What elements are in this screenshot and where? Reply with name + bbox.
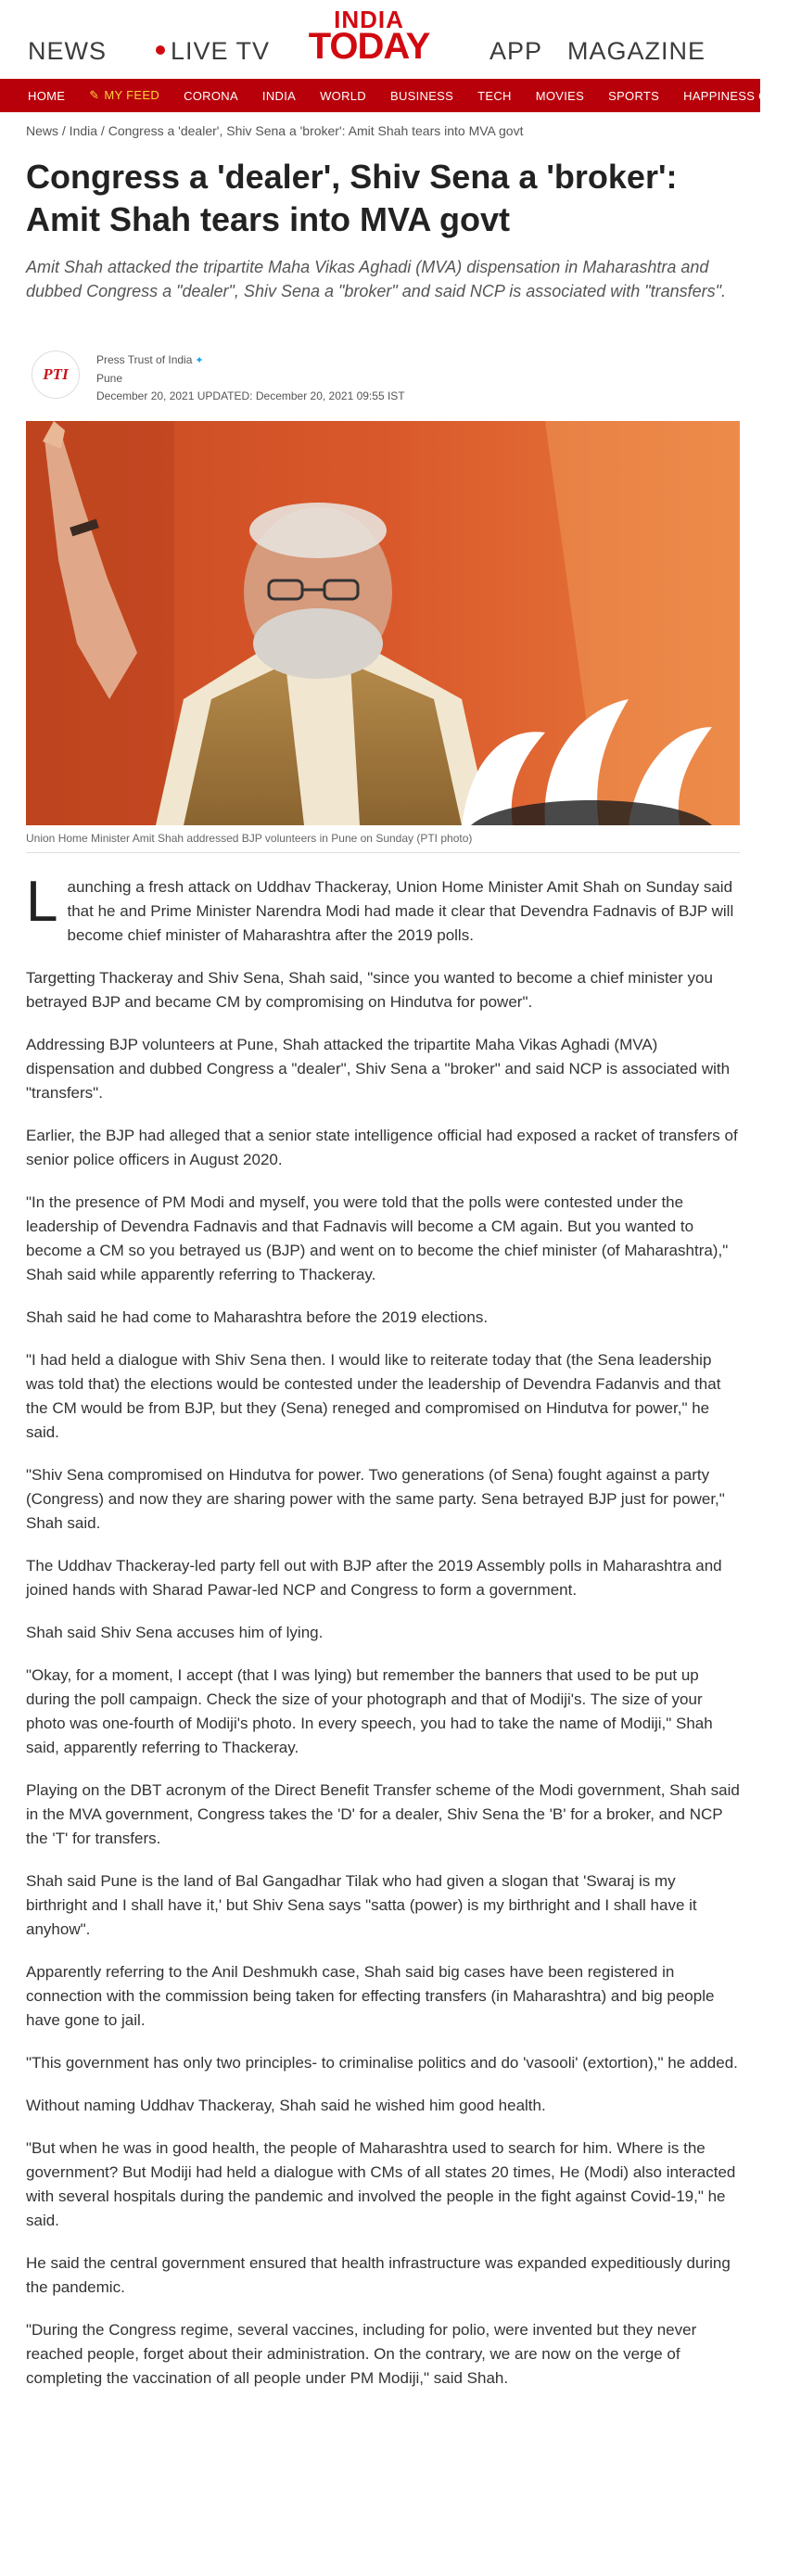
paragraph: Targetting Thackeray and Shiv Sena, Shah said, "since you wanted to become a chief minister you betrayed BJP and became CM by compromising on Hindutva for power". [26, 969, 713, 1011]
nav-item-home[interactable]: HOME [28, 88, 66, 103]
article-summary: Amit Shah attacked the tripartite Maha Vikas Aghadi (MVA) dispensation in Maharashtra and dubbed Congress a "dealer", Shiv Sena a "broker" and said NCP is associated with "transfers". [26, 258, 727, 300]
top-header [0, 0, 760, 79]
nav-item-world[interactable]: WORLD [320, 88, 366, 103]
paragraph: "This government has only two principles- to criminalise politics and do 'vasooli' (extortion)," he added. [26, 2054, 738, 2072]
nav-item-my-feed[interactable] [89, 88, 159, 103]
paragraph: Shah said he had come to Maharashtra before the 2019 elections. [26, 1308, 489, 1326]
nav-item-happiness-quest[interactable]: HAPPINESS QUEST [683, 88, 801, 103]
paragraph: Apparently referring to the Anil Deshmukh case, Shah said big cases have been registered in connection with the commission being taken for effecting transfers (in Maharashtra) and big people have gone to jail. [26, 1963, 715, 2029]
paragraph: Playing on the DBT acronym of the Direct Benefit Transfer scheme of the Modi government, Shah said in the MVA government, Congress takes the 'D' for a dealer, Shiv Sena the 'B' for a broker, and NCP the 'T' for transfers. [26, 1781, 740, 1847]
hero-image [26, 421, 740, 825]
paragraph: "Okay, for a moment, I accept (that I was lying) but remember the banners that used to be put up during the poll campaign. Check the size of your photograph and that of Modiji's. The size of your photo was one-fourth of Modiji's photo. In every speech, you had to take the name of Modiji," Shah said, apparently referring to Thackeray. [26, 1666, 713, 1756]
author-avatar[interactable]: PTI [32, 351, 80, 399]
live-dot-icon [156, 45, 165, 55]
article-location: Pune [96, 372, 123, 385]
hero-photo-illustration [26, 421, 740, 825]
article-dateline: December 20, 2021 UPDATED: December 20, 2021 09:55 IST [96, 389, 405, 402]
pencil-icon: ✎ [89, 88, 100, 102]
drop-cap: L [26, 870, 58, 934]
twitter-icon[interactable]: ✦ [195, 355, 204, 366]
byline [26, 346, 731, 411]
paragraph-lead [26, 870, 740, 948]
paragraph: "During the Congress regime, several vaccines, including for polio, were invented but they never reached people, forget about their administration. On the contrary, we are now on the verge of completing the vaccination of all people under PM Modiji," said Shah. [26, 2321, 697, 2387]
nav-item-corona[interactable]: CORONA [184, 88, 238, 103]
lead-text: aunching a fresh attack on Uddhav Thackeray, Union Home Minister Amit Shah on Sunday said that he and Prime Minister Narendra Modi had made it clear that Devendra Fadnavis of BJP will become chief minister of Maharashtra after the 2019 polls. [67, 878, 734, 944]
news-link[interactable]: NEWS [28, 37, 107, 65]
paragraph: "Shiv Sena compromised on Hindutva for power. Two generations (of Sena) fought against a party (Congress) and now they are sharing power with the same party. Sena betrayed BJP just for power," Shah said. [26, 1466, 725, 1532]
paragraph: Earlier, the BJP had alleged that a senior state intelligence official had exposed a racket of transfers of senior police officers in August 2020. [26, 1127, 738, 1168]
paragraph: "In the presence of PM Modi and myself, you were told that the polls were contested under the leadership of Devendra Fadnavis and that Fadnavis will become a CM again. But you wanted to become a CM so you betrayed us (BJP) and went on to become the chief minister (of Maharashtra)," Shah said while apparently referring to Thackeray. [26, 1193, 729, 1283]
paragraph: "But when he was in good health, the people of Maharashtra used to search for him. Where is the government? But Modiji had held a dialogue with CMs of all states 20 times, He (Modi) also interacted with several hospitals during the pandemic and involved the people in the fight against Covid-19," he said. [26, 2139, 736, 2229]
paragraph: Shah said Pune is the land of Bal Gangadhar Tilak who had given a slogan that 'Swaraj is my birthright and I shall have it,' but Shiv Sena says "satta (power) is my birthright and I shall have it anyhow". [26, 1872, 697, 1938]
logo-line-2: TODAY [308, 26, 430, 67]
live-tv-link[interactable] [156, 37, 270, 66]
nav-item-sports[interactable]: SPORTS [608, 88, 660, 103]
paragraph: "I had held a dialogue with Shiv Sena then. I would like to reiterate today that (the Sena leadership was told that) the elections would be contested under the leadership of Devendra Fadanvis and that the CM would be from BJP, but they (Sena) reneged and compromised on Hindutva for power," he said. [26, 1351, 721, 1441]
paragraph: Shah said Shiv Sena accuses him of lying. [26, 1624, 324, 1641]
logo-line-1: INDIA [334, 6, 404, 33]
live-tv-label: LIVE TV [171, 37, 271, 65]
byline-meta [96, 351, 405, 405]
app-link[interactable]: APP [490, 37, 543, 65]
india-today-logo[interactable] [299, 7, 439, 65]
paragraph: Without naming Uddhav Thackeray, Shah said he wished him good health. [26, 2097, 546, 2114]
breadcrumb[interactable]: News / India / Congress a 'dealer', Shiv Sena a 'broker': Amit Shah tears into MVA govt [26, 123, 524, 138]
main-nav [0, 79, 801, 112]
article-title: Congress a 'dealer', Shiv Sena a 'broker': Amit Shah tears into MVA govt [26, 158, 678, 238]
article-body [26, 870, 740, 2409]
nav-item-india[interactable]: INDIA [261, 88, 297, 103]
nav-item-tech[interactable]: TECH [477, 88, 512, 103]
image-caption: Union Home Minister Amit Shah addressed BJP volunteers in Pune on Sunday (PTI photo) [26, 827, 740, 853]
paragraph: The Uddhav Thackeray-led party fell out with BJP after the 2019 Assembly polls in Maharashtra and joined hands with Sharad Pawar-led NCP and Congress to form a government. [26, 1557, 722, 1599]
magazine-link[interactable]: MAGAZINE [567, 37, 706, 65]
paragraph: Addressing BJP volunteers at Pune, Shah attacked the tripartite Maha Vikas Aghadi (MVA) dispensation and dubbed Congress a "dealer", Shiv Sena a "broker" and said NCP is associated with "transfers". [26, 1036, 731, 1102]
author-name[interactable]: Press Trust of India [96, 353, 193, 366]
paragraph: He said the central government ensured that health infrastructure was expanded expeditiously during the pandemic. [26, 2254, 731, 2296]
nav-item-movies[interactable]: MOVIES [535, 88, 585, 103]
nav-item-business[interactable]: BUSINESS [389, 88, 454, 103]
nav-item-my-feed-label: MY FEED [104, 88, 160, 102]
